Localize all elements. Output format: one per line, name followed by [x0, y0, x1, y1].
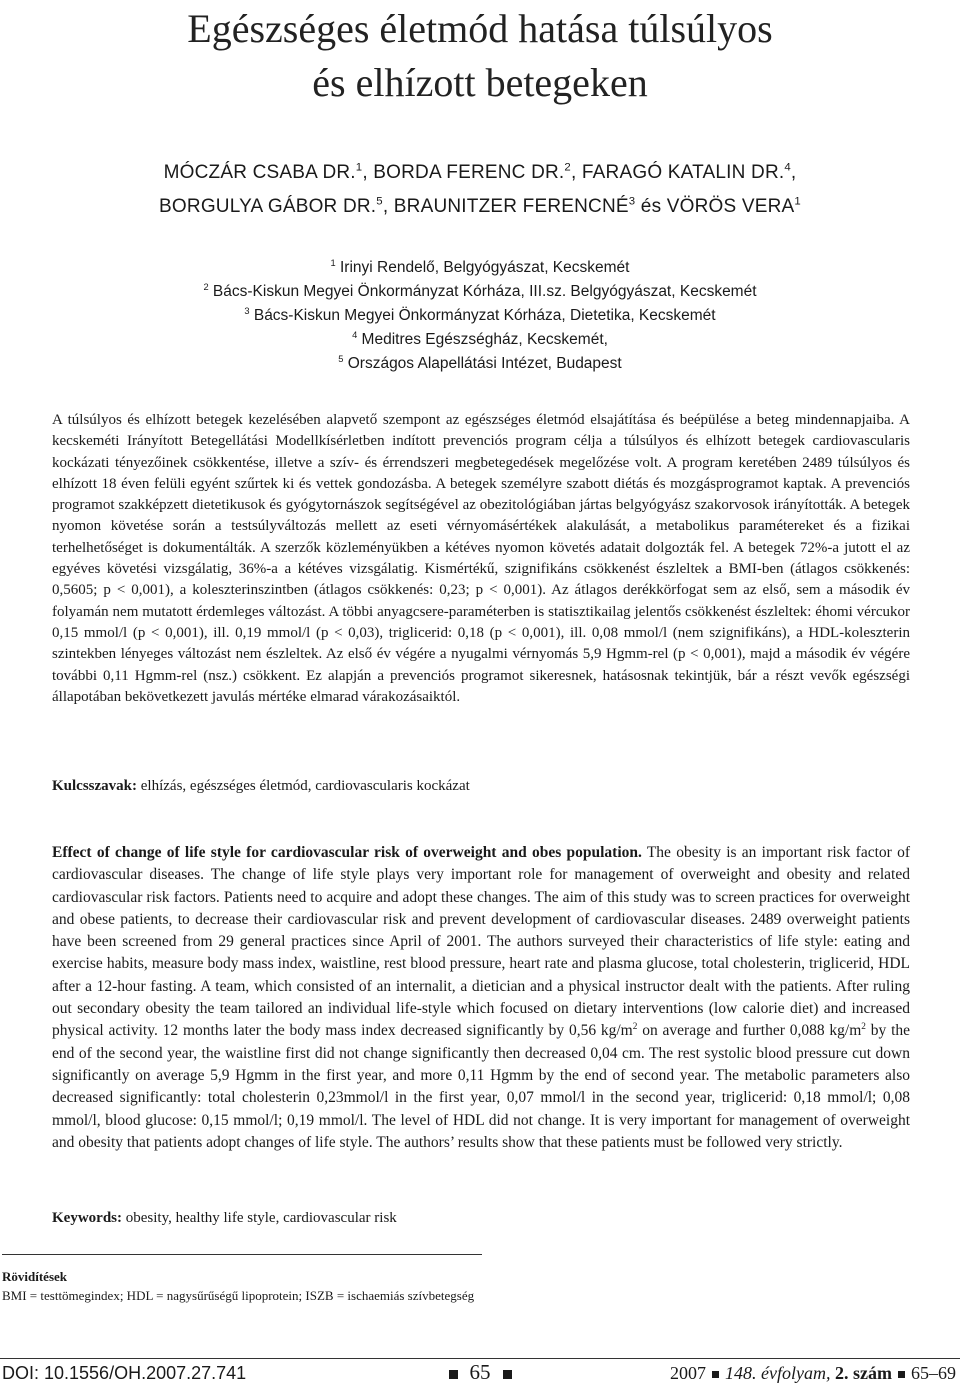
affiliation-text: Meditres Egészségház, Kecskemét, [357, 331, 608, 348]
author-affil-ref: 1 [355, 161, 363, 174]
keywords-label: Kulcsszavak: [52, 778, 138, 794]
square-bullet-icon [449, 1370, 458, 1379]
citation-pages: 65–69 [911, 1363, 956, 1383]
abstract-english-title: Effect of change of life style for cardiovascular risk of overweight and obes population. [52, 844, 642, 861]
doi-link[interactable]: DOI: 10.1556/OH.2007.27.741 [2, 1363, 247, 1383]
affiliation-number: 4 [352, 329, 358, 340]
affiliation-text: Bács-Kiskun Megyei Önkormányzat Kórháza, III.sz. Belgyógyászat, Kecskemét [208, 283, 757, 300]
affiliation-list [0, 256, 960, 376]
keywords-english [52, 1207, 910, 1229]
abstract-english [52, 842, 910, 1154]
affiliation-4 [0, 328, 960, 352]
page-footer [0, 1358, 960, 1392]
page-number: 65 [469, 1360, 491, 1384]
affiliation-number: 1 [330, 257, 336, 268]
journal-citation [670, 1363, 956, 1384]
citation-issue: 2. szám [835, 1363, 892, 1383]
author-name: , FARAGÓ KATALIN DR. [570, 162, 785, 183]
author-name: és VÖRÖS VERA [635, 196, 795, 217]
abstract-hungarian: A túlsúlyos és elhízott betegek kezelésében alapvető szempont az egészséges életmód elsajátítása és beépülése a beteg mindennapjaiba. A kecskeméti Irányított Betegellátási Modellkísérletben indított prevenciós program célja a túlsúlyos és elhízott betegek cardiovascularis kockázati tényezőinek csökkentése, illetve a szív- és érrendszeri megbetegedések megelőzése volt. A program keretében 2489 túlsúlyos és elhízott 18 éven felüli egyént szűrtek ki és vettek gondozásba. A betegek személyre szabott diétás és mozgásprogramot kaptak. A prevenciós programot szakképzett dietetikusok és gyógytornászok segítségével az obezitológiában jártas belgyógyász szakorvosok irányították. A betegek nyomon követése során a testsúlyváltozás mellett az eseti vérnyomásértékek alakulását, a metabolikus paramétereket és a fizikai terhelhetőséget is dokumentálták. A szerzők közleményükben a kétéves nyomon követés adatait dolgozták fel. A betegek 72%-a jutott el az egyéves követési vizsgálatig, 36%-a a kétéves vizsgálatig. Kismértékű, szignifikáns csökkenést észleltek a BMI-ben (átlagos csökkenés: 0,5605; p < 0,001), a koleszterinszintben (átlagos csökkenés: 0,23; p < 0,001). Az átlagos derékkörfogat sem az első, sem a második év folyamán nem mutatott érdemleges változást. A többi anyagcsere-paraméterben is statisztikailag jelentős csökkenést észleltek: éhomi vércukor 0,15 mmol/l (p < 0,001), ill. 0,19 mmol/l (p < 0,03), triglicerid: 0,18 (p < 0,001), ill. 0,08 mmol/l (nem szignifikáns), a HDL-koleszterin szintekben lényeges változást nem észleltek. Az első év végére a nyugalmi vérnyomás 5,9 Hgmm-rel (p < 0,001), majd a második év végére további 0,11 Hgmm-rel (nsz.) csökkent. Ez alapján a prevenciós programot sikeresnek, hatásosnak tekintjük, bár a részt vevők egészségi állapotában bekövetkezett javulás mértéke elmarad várakozásaiktól. [52, 412, 910, 705]
affiliation-text: Bács-Kiskun Megyei Önkormányzat Kórháza, Dietetika, Kecskemét [249, 307, 716, 324]
title-line-2: és elhízott betegeken [312, 60, 648, 105]
citation-volume: 148. évfolyam, [725, 1363, 831, 1383]
affiliation-number: 5 [338, 353, 344, 364]
abstract-english-text: on average and further 0,088 kg/m [637, 1022, 862, 1040]
affiliation-1 [0, 256, 960, 280]
author-affil-ref: 1 [794, 195, 801, 208]
author-affil-ref: 3 [628, 195, 636, 208]
author-affil-ref: 4 [784, 161, 791, 174]
abbreviations-title: Rövidítések [2, 1269, 67, 1284]
author-name: BORGULYA GÁBOR DR. [159, 196, 377, 217]
author-name: MÓCZÁR CSABA DR. [163, 162, 356, 183]
author-name: , BRAUNITZER FERENCNÉ [382, 196, 629, 217]
author-separator: , [790, 162, 797, 183]
keywords-text: elhízás, egészséges életmód, cardiovascularis kockázat [137, 778, 470, 794]
affiliation-3 [0, 304, 960, 328]
superscript: 2 [632, 1022, 638, 1033]
author-name: , BORDA FERENC DR. [362, 162, 565, 183]
abstract-english-text: The obesity is an important risk factor of cardiovascular diseases. The change of life style plays very important role for management of overweight and obesity and related cardiovascular risk factors. Patients need to acquire and adopt these changes. The aim of this study was to screen practices for overweight and obese patients, to decrease their cardiovascular risk and prevent development of cardiovascular diseases. 2489 overweight patients have been screened from 29 general practices since April of 2001. The authors surveyed their characteristics of life style: eating and exercise habits, measure body mass index, waistline, rest blood pressure, heart rate and plasma glucose, total cholesterin, triglicerid, HDL after a 12-hour fasting. A team, which consisted of an internalit, a dietician and a physical instructor dealt with the patients. After ruling out secondary obesity the team tailored an individual life-style which focused on dietary interventions (low calorie diet) and increased physical activity. 12 months later the body mass index decreased significantly by 0,56 kg/m [52, 844, 910, 1040]
citation-year: 2007 [670, 1363, 707, 1383]
superscript: 2 [861, 1022, 866, 1033]
affiliation-2 [0, 280, 960, 304]
square-bullet-icon [503, 1370, 512, 1379]
title-line-1: Egészséges életmód hatása túlsúlyos [187, 6, 773, 51]
square-bullet-icon [898, 1371, 905, 1378]
affiliation-number: 2 [203, 281, 209, 292]
affiliation-text: Országos Alapellátási Intézet, Budapest [343, 355, 622, 372]
author-affil-ref: 2 [564, 161, 571, 174]
keywords-text: obesity, healthy life style, cardiovascular risk [122, 1210, 397, 1226]
abstract-english-text: by the end of the second year, the waistline first did not change significantly then decreased 0,04 cm. The rest systolic blood pressure cut down significantly on average 5,9 Hgmm in the first year, and more 0,11 Hgmm by the end of second year. The metabolic parameters also decreased significantly: total cholesterin 0,23mmol/l in the first year, 0,07 mmol/l in the second year, triglicerid: 0,18 mmol/l; 0,08 mmol/l, blood glucose: 0,15 mmol/l; 0,19 mmol/l. The level of HDL did not change. It is very important for management of overweight and obesity that patients adopt changes of life style. The authors’ results show that these patients must be followed very strictly. [52, 1022, 911, 1151]
affiliation-number: 3 [244, 305, 250, 316]
keywords-hungarian [52, 775, 910, 797]
square-bullet-icon [712, 1371, 719, 1378]
affiliation-text: Irinyi Rendelő, Belgyógyászat, Kecskemét [335, 259, 630, 276]
article-title [0, 2, 960, 110]
author-list [0, 156, 960, 224]
abbreviations-text: BMI = testtömegindex; HDL = nagysűrűségű lipoprotein; ISZB = ischaemiás szívbetegség [2, 1288, 475, 1303]
abbreviations-box [2, 1254, 482, 1305]
keywords-label: Keywords: [52, 1210, 122, 1226]
author-affil-ref: 5 [376, 195, 383, 208]
affiliation-5 [0, 352, 960, 376]
